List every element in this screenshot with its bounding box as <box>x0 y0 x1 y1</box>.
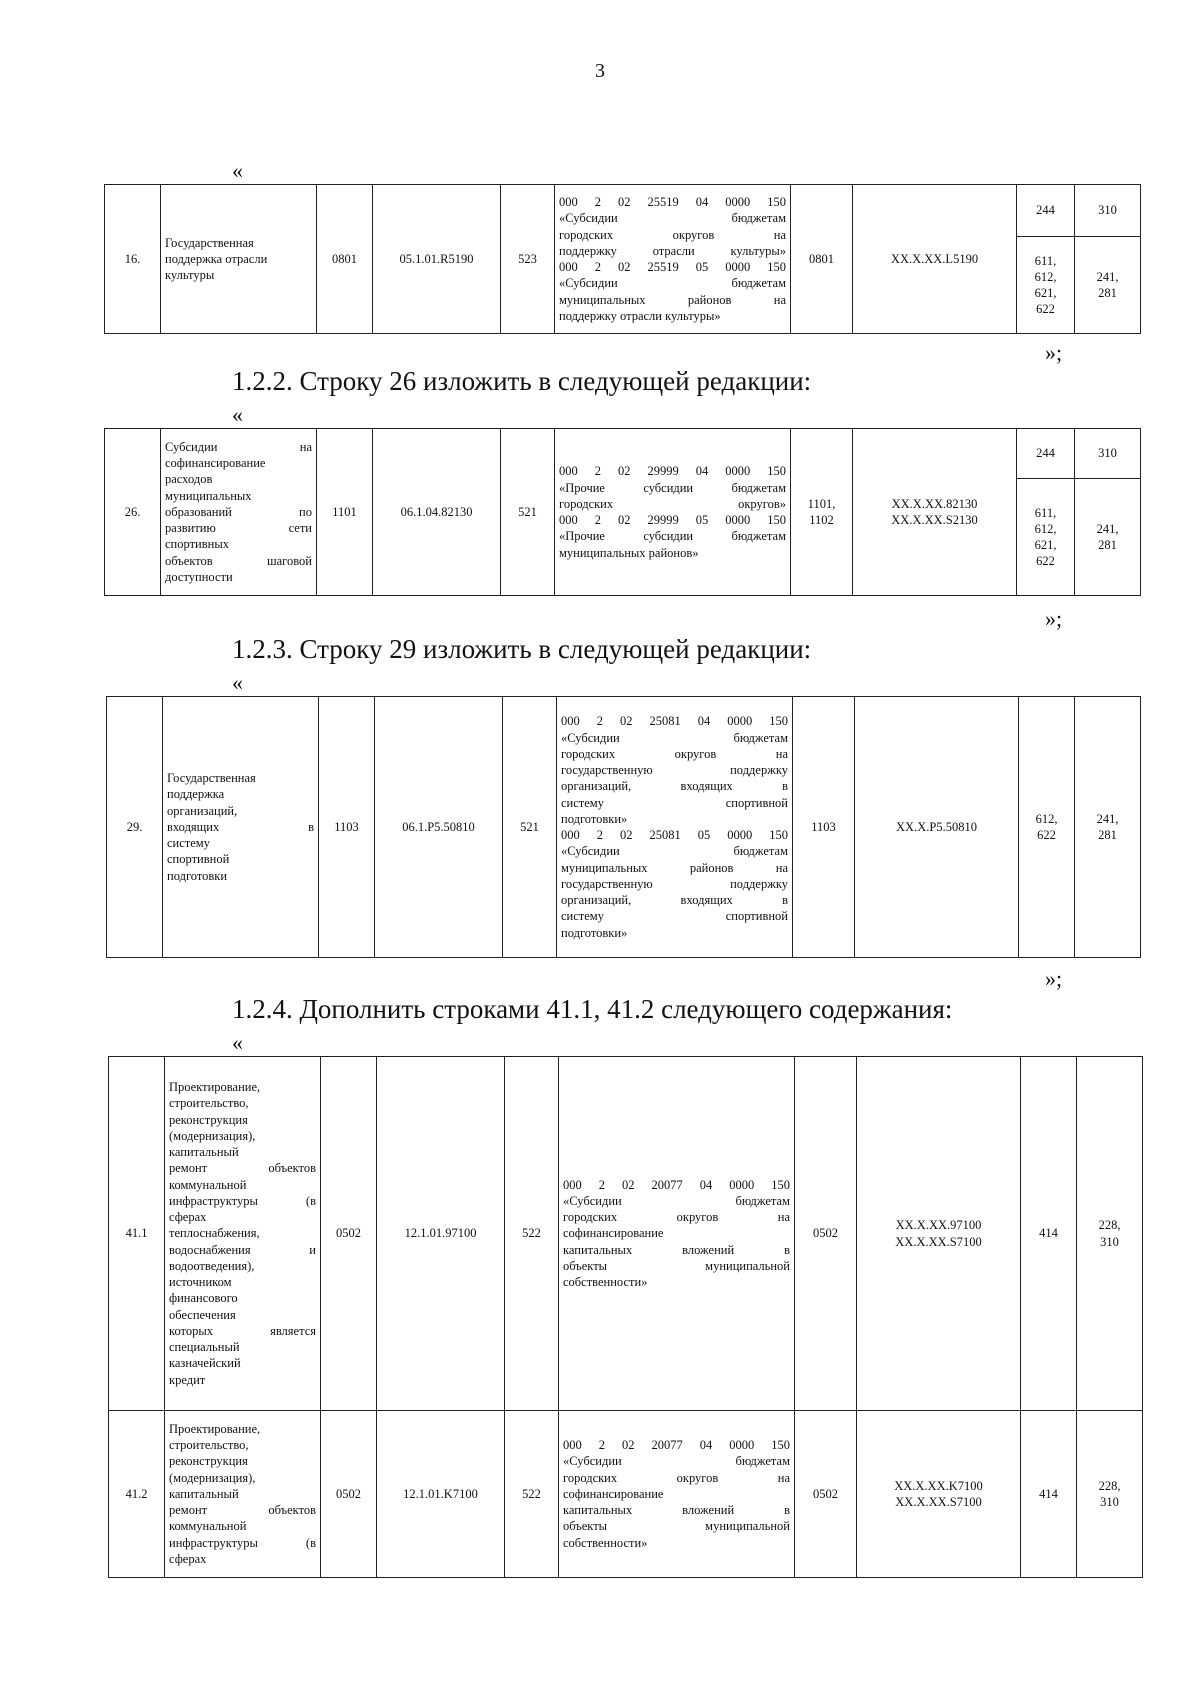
cell-line: капитальных вложений в <box>563 1503 790 1518</box>
target-article-2 <box>857 1411 1021 1578</box>
income-code-text <box>557 697 793 958</box>
kosgu-codes <box>1077 1057 1143 1411</box>
cell-line: 241, <box>1096 811 1119 826</box>
cell-line: 228, <box>1098 1218 1121 1233</box>
cell-line: городских округов на <box>563 1210 790 1225</box>
row-number: 29. <box>107 697 163 958</box>
cell-line: подготовки <box>167 868 228 883</box>
row-number: 16. <box>105 185 161 334</box>
section-heading-1-2-2: 1.2.2. Строку 26 изложить в следующей редакции: <box>232 366 812 396</box>
admin-code: 521 <box>503 697 557 958</box>
cell-line: 281 <box>1098 538 1117 552</box>
section-code: 1103 <box>319 697 375 958</box>
cell-line: XX.X.XX.S2130 <box>891 513 978 527</box>
kvr-code: 244 <box>1017 185 1075 237</box>
target-article-2: XX.X.XX.L5190 <box>853 185 1017 334</box>
table-rows-41 <box>108 1056 1143 1578</box>
cell-line: организаций, входящих в <box>561 779 788 794</box>
cell-line: 000 2 02 25519 05 0000 150 <box>559 260 786 274</box>
kosgu-codes <box>1075 479 1141 596</box>
cell-line: 612, <box>1035 811 1058 826</box>
cell-line: Государственная <box>165 235 254 250</box>
kosgu-codes <box>1075 237 1141 334</box>
cell-line: кредит <box>169 1372 206 1387</box>
open-quote: « <box>232 402 243 427</box>
kvr-code: 244 <box>1017 429 1075 479</box>
cell-line: обеспечения <box>169 1307 236 1322</box>
cell-line: поддержку отрасли культуры» <box>559 243 786 258</box>
target-article-2: XX.X.P5.50810 <box>855 697 1019 958</box>
cell-line: «Субсидии бюджетам <box>559 276 786 291</box>
cell-line: городских округов на <box>561 746 788 761</box>
cell-line: Проектирование, <box>169 1080 261 1095</box>
cell-line: водоотведения), <box>169 1258 255 1273</box>
table-row-26 <box>104 428 1141 596</box>
table-row-16 <box>104 184 1141 334</box>
row-name <box>161 185 317 334</box>
target-article-2 <box>853 429 1017 596</box>
open-quote: « <box>232 1030 243 1055</box>
cell-line: Субсидии на <box>165 439 312 454</box>
section-code-2: 0502 <box>795 1411 857 1578</box>
cell-line: капитальный <box>169 1486 239 1501</box>
cell-line: специальный <box>169 1340 240 1355</box>
cell-line: организаций, входящих в <box>561 893 788 907</box>
cell-line: собственности» <box>563 1535 648 1550</box>
target-article: 06.1.P5.50810 <box>375 697 503 958</box>
cell-line: доступности <box>165 569 233 584</box>
cell-line: сферах <box>169 1210 207 1225</box>
cell-line: муниципальных районов на <box>559 292 786 307</box>
cell-line: 000 2 02 25519 04 0000 150 <box>559 195 786 209</box>
cell-line: муниципальных районов» <box>559 545 699 560</box>
cell-line: культуры <box>165 268 215 283</box>
cell-line: организаций, <box>167 803 238 818</box>
admin-code: 522 <box>505 1057 559 1411</box>
cell-line: поддержка <box>167 787 225 802</box>
kvr-codes <box>1017 479 1075 596</box>
kosgu-codes <box>1077 1411 1143 1578</box>
cell-line: «Субсидии бюджетам <box>559 211 786 226</box>
cell-line: софинансирование <box>165 456 266 471</box>
section-heading-1-2-4: 1.2.4. Дополнить строками 41.1, 41.2 следующего содержания: <box>232 994 953 1024</box>
cell-line: 611, <box>1034 505 1057 520</box>
section-code: 0502 <box>321 1057 377 1411</box>
cell-line: «Прочие субсидии бюджетам <box>559 529 786 544</box>
cell-line: систему <box>167 836 210 851</box>
cell-line: 621, <box>1034 538 1057 552</box>
close-quote: »; <box>1045 606 1063 631</box>
cell-line: 1101, <box>807 496 836 511</box>
target-article-2 <box>857 1057 1021 1411</box>
section-code: 1101 <box>317 429 373 596</box>
cell-line: подготовки» <box>561 811 628 826</box>
cell-line: спортивных <box>165 537 229 552</box>
cell-line: «Субсидии бюджетам <box>561 730 788 745</box>
cell-line: городских округов на <box>559 227 786 242</box>
cell-line: объекты муниципальной <box>563 1258 790 1273</box>
row-number: 41.1 <box>109 1057 165 1411</box>
cell-line: 000 2 02 29999 05 0000 150 <box>559 513 786 527</box>
cell-line: объектов шаговой <box>165 553 312 568</box>
cell-line: 228, <box>1098 1478 1121 1493</box>
cell-line: инфраструктуры (в <box>169 1535 316 1550</box>
cell-line: строительство, <box>169 1438 249 1453</box>
kvr-code: 414 <box>1021 1057 1077 1411</box>
cell-line: 612, <box>1034 269 1057 284</box>
cell-line: 000 2 02 20077 04 0000 150 <box>563 1177 790 1192</box>
cell-line: (модернизация), <box>169 1470 256 1485</box>
cell-line: 622 <box>1037 828 1056 842</box>
section-code-2: 0502 <box>795 1057 857 1411</box>
cell-line: «Прочие субсидии бюджетам <box>559 480 786 495</box>
cell-line: городских округов» <box>559 496 786 511</box>
row-name <box>163 697 319 958</box>
cell-line: входящих в <box>167 819 314 834</box>
cell-line: 612, <box>1034 521 1057 536</box>
cell-line: сферах <box>169 1551 207 1566</box>
row-name <box>165 1411 321 1578</box>
cell-line: казначейский <box>169 1356 241 1371</box>
cell-line: инфраструктуры (в <box>169 1193 316 1208</box>
row-number: 41.2 <box>109 1411 165 1578</box>
income-code-text <box>555 429 791 596</box>
cell-line: городских округов на <box>563 1470 790 1485</box>
cell-line: XX.X.XX.S7100 <box>895 1234 982 1249</box>
cell-line: ремонт объектов <box>169 1503 316 1518</box>
cell-line: XX.X.XX.82130 <box>891 496 978 511</box>
cell-line: муниципальных <box>165 488 252 503</box>
cell-line: муниципальных районов на <box>561 860 788 875</box>
admin-code: 521 <box>501 429 555 596</box>
cell-line: 622 <box>1036 302 1055 317</box>
cell-line: 281 <box>1098 828 1117 842</box>
cell-line: государственную поддержку <box>561 763 788 777</box>
cell-line: которых является <box>169 1323 316 1338</box>
open-quote: « <box>232 670 243 695</box>
cell-line: водоснабжения и <box>169 1242 316 1257</box>
section-code-2: 1103 <box>793 697 855 958</box>
cell-line: реконструкция <box>169 1454 248 1469</box>
target-article: 12.1.01.K7100 <box>377 1411 505 1578</box>
cell-line: реконструкция <box>169 1112 248 1127</box>
cell-line: источником <box>169 1275 232 1290</box>
target-article: 12.1.01.97100 <box>377 1057 505 1411</box>
cell-line: 622 <box>1036 554 1055 569</box>
cell-line: объекты муниципальной <box>563 1519 790 1534</box>
cell-line: капитальный <box>169 1145 239 1160</box>
cell-line: поддержка отрасли <box>165 251 268 266</box>
target-article: 05.1.01.R5190 <box>373 185 501 334</box>
cell-line: 000 2 02 29999 04 0000 150 <box>559 464 786 479</box>
income-code-text <box>559 1411 795 1578</box>
cell-line: коммунальной <box>169 1519 247 1534</box>
cell-line: XX.X.XX.S7100 <box>895 1495 982 1509</box>
cell-line: подготовки» <box>561 925 628 940</box>
cell-line: развитию сети <box>165 521 312 536</box>
section-code-2: 0801 <box>791 185 853 334</box>
cell-line: государственную поддержку <box>561 876 788 891</box>
cell-line: строительство, <box>169 1096 249 1111</box>
table-row-29 <box>106 696 1141 958</box>
close-quote: »; <box>1045 340 1063 365</box>
cell-line: «Субсидии бюджетам <box>563 1193 790 1208</box>
cell-line: 621, <box>1034 286 1057 300</box>
cell-line: капитальных вложений в <box>563 1242 790 1257</box>
cell-line: 310 <box>1100 1234 1119 1249</box>
close-quote: »; <box>1045 966 1063 991</box>
cell-line: ремонт объектов <box>169 1161 316 1176</box>
cell-line: 611, <box>1034 253 1057 268</box>
section-code: 0801 <box>317 185 373 334</box>
cell-line: софинансирование <box>563 1486 664 1501</box>
section-heading-1-2-3: 1.2.3. Строку 29 изложить в следующей редакции: <box>232 634 812 664</box>
kvr-codes <box>1017 237 1075 334</box>
cell-line: коммунальной <box>169 1177 247 1192</box>
cell-line: 310 <box>1100 1495 1119 1509</box>
cell-line: поддержку отрасли культуры» <box>559 308 721 323</box>
cell-line: 281 <box>1098 286 1117 300</box>
cell-line: 241, <box>1096 521 1119 536</box>
cell-line: теплоснабжения, <box>169 1226 260 1241</box>
kvr-codes <box>1019 697 1075 958</box>
cell-line: 000 2 02 20077 04 0000 150 <box>563 1438 790 1453</box>
open-quote: « <box>232 158 243 183</box>
income-code-text <box>559 1057 795 1411</box>
row-name <box>165 1057 321 1411</box>
section-code-2 <box>791 429 853 596</box>
cell-line: систему спортивной <box>561 909 788 924</box>
cell-line: 000 2 02 25081 05 0000 150 <box>561 828 788 842</box>
kosgu-codes <box>1075 697 1141 958</box>
admin-code: 522 <box>505 1411 559 1578</box>
cell-line: образований по <box>165 504 312 519</box>
cell-line: XX.X.XX.K7100 <box>894 1478 983 1493</box>
cell-line: собственности» <box>563 1275 648 1290</box>
cell-line: XX.X.XX.97100 <box>895 1218 982 1233</box>
cell-line: 1102 <box>809 513 834 527</box>
cell-line: систему спортивной <box>561 795 788 810</box>
cell-line: «Субсидии бюджетам <box>563 1454 790 1469</box>
section-code: 0502 <box>321 1411 377 1578</box>
cell-line: софинансирование <box>563 1226 664 1241</box>
cell-line: 000 2 02 25081 04 0000 150 <box>561 714 788 729</box>
page-number: 3 <box>595 60 605 82</box>
cell-line: «Субсидии бюджетам <box>561 844 788 859</box>
row-number: 26. <box>105 429 161 596</box>
cell-line: Проектирование, <box>169 1421 261 1436</box>
target-article: 06.1.04.82130 <box>373 429 501 596</box>
cell-line: (модернизация), <box>169 1128 256 1143</box>
cell-line: Государственная <box>167 771 256 786</box>
cell-line: финансового <box>169 1291 238 1306</box>
cell-line: спортивной <box>167 852 230 867</box>
row-name <box>161 429 317 596</box>
cell-line: 241, <box>1096 269 1119 284</box>
cell-line: расходов <box>165 472 213 487</box>
income-code-text <box>555 185 791 334</box>
admin-code: 523 <box>501 185 555 334</box>
kosgu-code: 310 <box>1075 429 1141 479</box>
kvr-code: 414 <box>1021 1411 1077 1578</box>
kosgu-code: 310 <box>1075 185 1141 237</box>
